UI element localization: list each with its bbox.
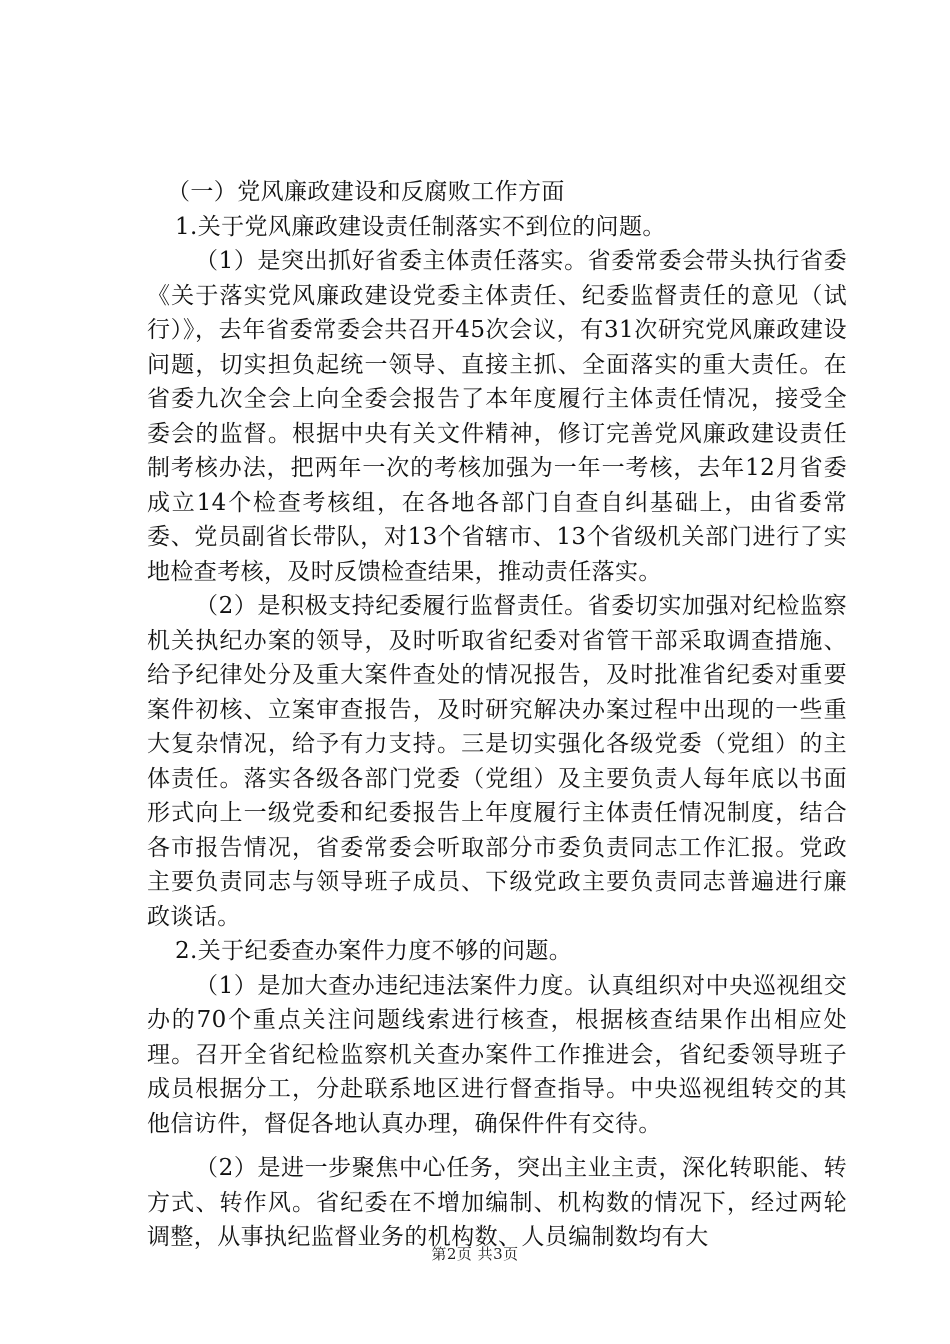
page-footer: 第2页 共3页 bbox=[431, 1245, 519, 1263]
paragraph-2-1: （1）是加大查办违纪违法案件力度。认真组织对中央巡视组交办的70个重点关注问题线索进行核查，根据核查结果作出相应处理。召开全省纪检监察机关查办案件工作推进会，省纪委领导班子成员根据分工，分赴联系地区进行督查指导。中央巡视组转交的其他信访件，督促各地认真办理，确保件件有交待。 bbox=[147, 972, 847, 1137]
paragraph-1-1: （1）是突出抓好省委主体责任落实。省委常委会带头执行省委《关于落实党风廉政建设党委主体责任、纪委监督责任的意见（试行）》，去年省委常委会共召开45次会议，有31次研究党风廉政建设问题，切实担负起统一领导、直接主抓、全面落实的重大责任。在省委九次全会上向全委会报告了本年度履行主体责任情况，接受全委会的监督。根据中央有关文件精神，修订完善党风廉政建设责任制考核办法，把两年一次的考核加强为一年一考核，去年12月省委成立14个检查考核组，在各地各部门自查自纠基础上，由省委常委、党员副省长带队，对13个省辖市、13个省级机关部门进行了实地检查考核，及时反馈检查结果，推动责任落实。 bbox=[147, 248, 847, 585]
section-heading: （一）党风廉政建设和反腐败工作方面 bbox=[167, 179, 565, 205]
document-body bbox=[147, 175, 847, 1255]
paragraph-1-2: （2）是积极支持纪委履行监督责任。省委切实加强对纪检监察机关执纪办案的领导，及时听取省纪委对省管干部采取调查措施、给予纪律处分及重大案件查处的情况报告，及时批准省纪委对重要案件初核、立案审查报告，及时研究解决办案过程中出现的一些重大复杂情况，给予有力支持。三是切实强化各级党委（党组）的主体责任。落实各级各部门党委（党组）及主要负责人每年底以书面形式向上一级党委和纪委报告上年度履行主体责任情况制度，结合各市报告情况，省委常委会听取部分市委负责同志工作汇报。党政主要负责同志与领导班子成员、下级党政主要负责同志普遍进行廉政谈话。 bbox=[147, 593, 847, 930]
item-heading-2: 2.关于纪委查办案件力度不够的问题。 bbox=[175, 938, 573, 964]
paragraph-2-2: （2）是进一步聚焦中心任务，突出主业主责，深化转职能、转方式、转作风。省纪委在不增加编制、机构数的情况下，经过两轮调整，从事执纪监督业务的机构数、人员编制数均有大 bbox=[147, 1155, 847, 1250]
item-heading-1: 1.关于党风廉政建设责任制落实不到位的问题。 bbox=[175, 213, 666, 240]
